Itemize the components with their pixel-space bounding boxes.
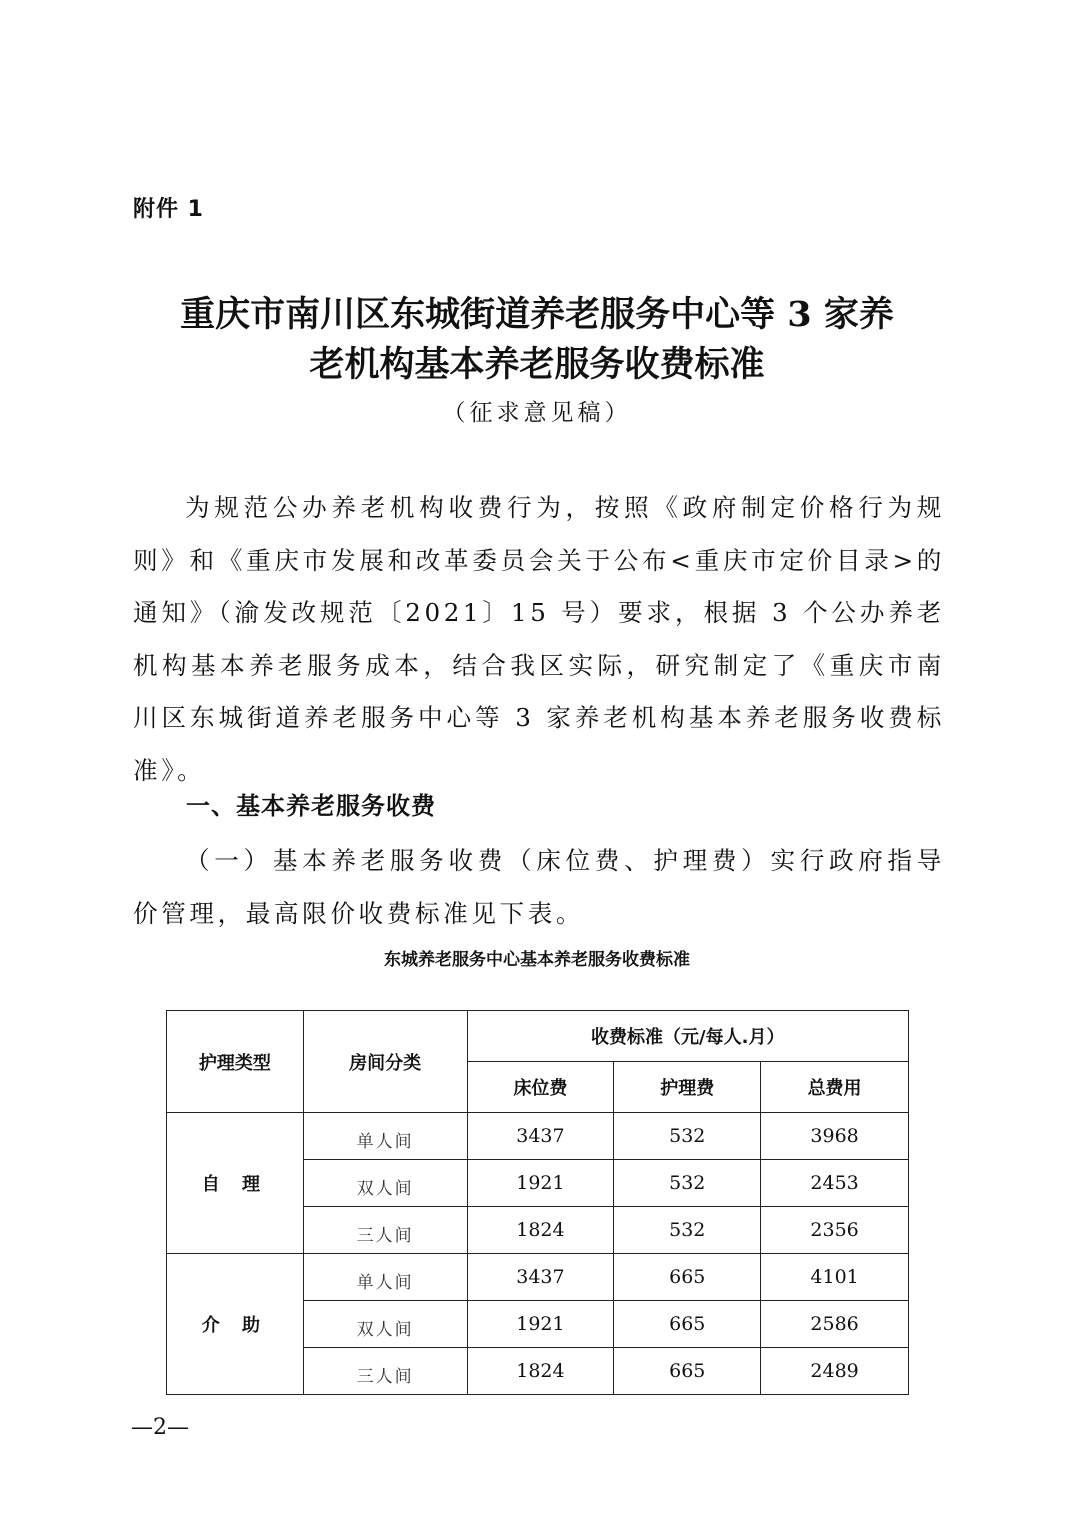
table-row	[167, 1113, 909, 1160]
fee-table	[166, 1010, 909, 1395]
section-heading: 一、基本养老服务收费	[186, 792, 436, 820]
page-number: —2—	[131, 1415, 189, 1440]
room-cell: 单人间	[303, 1254, 467, 1301]
header-total-fee: 总费用	[761, 1062, 909, 1113]
room-cell: 三人间	[303, 1348, 467, 1395]
header-bed-fee: 床位费	[467, 1062, 614, 1113]
room-cell: 双人间	[303, 1160, 467, 1207]
care-type-cell: 介 助	[167, 1254, 304, 1395]
document-subtitle: （征求意见稿）	[442, 400, 632, 426]
care-fee-cell: 532	[614, 1160, 761, 1207]
care-type-cell: 自 理	[167, 1113, 304, 1254]
total-fee-cell: 4101	[761, 1254, 909, 1301]
care-fee-cell: 665	[614, 1348, 761, 1395]
table-body	[167, 1113, 909, 1395]
room-cell: 三人间	[303, 1207, 467, 1254]
bed-fee-cell: 1921	[467, 1160, 614, 1207]
bed-fee-cell: 3437	[467, 1254, 614, 1301]
total-fee-cell: 2489	[761, 1348, 909, 1395]
header-room-type: 房间分类	[303, 1011, 467, 1113]
intro-paragraph: 为规范公办养老机构收费行为，按照《政府制定价格行为规则》和《重庆市发展和改革委员会关于公布<重庆市定价目录>的通知》（渝发改规范〔2021〕15 号）要求，根据 3 个公办养老机构基本养老服务成本，结合我区实际，研究制定了《重庆市南川区东城街道养老服务中心等 3 家养老机构基本养老服务收费标准》。	[133, 493, 945, 785]
care-fee-cell: 532	[614, 1207, 761, 1254]
care-fee-cell: 665	[614, 1301, 761, 1348]
bed-fee-cell: 1921	[467, 1301, 614, 1348]
document-title-line-2: 老机构基本养老服务收费标准	[309, 344, 765, 385]
bed-fee-cell: 1824	[467, 1348, 614, 1395]
document-title-line-1: 重庆市南川区东城街道养老服务中心等 3 家养	[180, 294, 894, 335]
total-fee-cell: 3968	[761, 1113, 909, 1160]
bed-fee-cell: 3437	[467, 1113, 614, 1160]
header-fee-group: 收费标准（元/每人.月）	[467, 1011, 908, 1062]
table-row	[167, 1254, 909, 1301]
attachment-label: 附件 1	[133, 197, 204, 222]
care-fee-cell: 665	[614, 1254, 761, 1301]
total-fee-cell: 2453	[761, 1160, 909, 1207]
room-cell: 单人间	[303, 1113, 467, 1160]
header-care-fee: 护理费	[614, 1062, 761, 1113]
section-paragraph: （一）基本养老服务收费（床位费、护理费）实行政府指导价管理，最高限价收费标准见下表。	[133, 846, 945, 928]
table-caption: 东城养老服务中心基本养老服务收费标准	[384, 950, 690, 970]
bed-fee-cell: 1824	[467, 1207, 614, 1254]
total-fee-cell: 2356	[761, 1207, 909, 1254]
room-cell: 双人间	[303, 1301, 467, 1348]
table-header-row	[167, 1011, 909, 1062]
header-care-type: 护理类型	[167, 1011, 304, 1113]
total-fee-cell: 2586	[761, 1301, 909, 1348]
care-fee-cell: 532	[614, 1113, 761, 1160]
